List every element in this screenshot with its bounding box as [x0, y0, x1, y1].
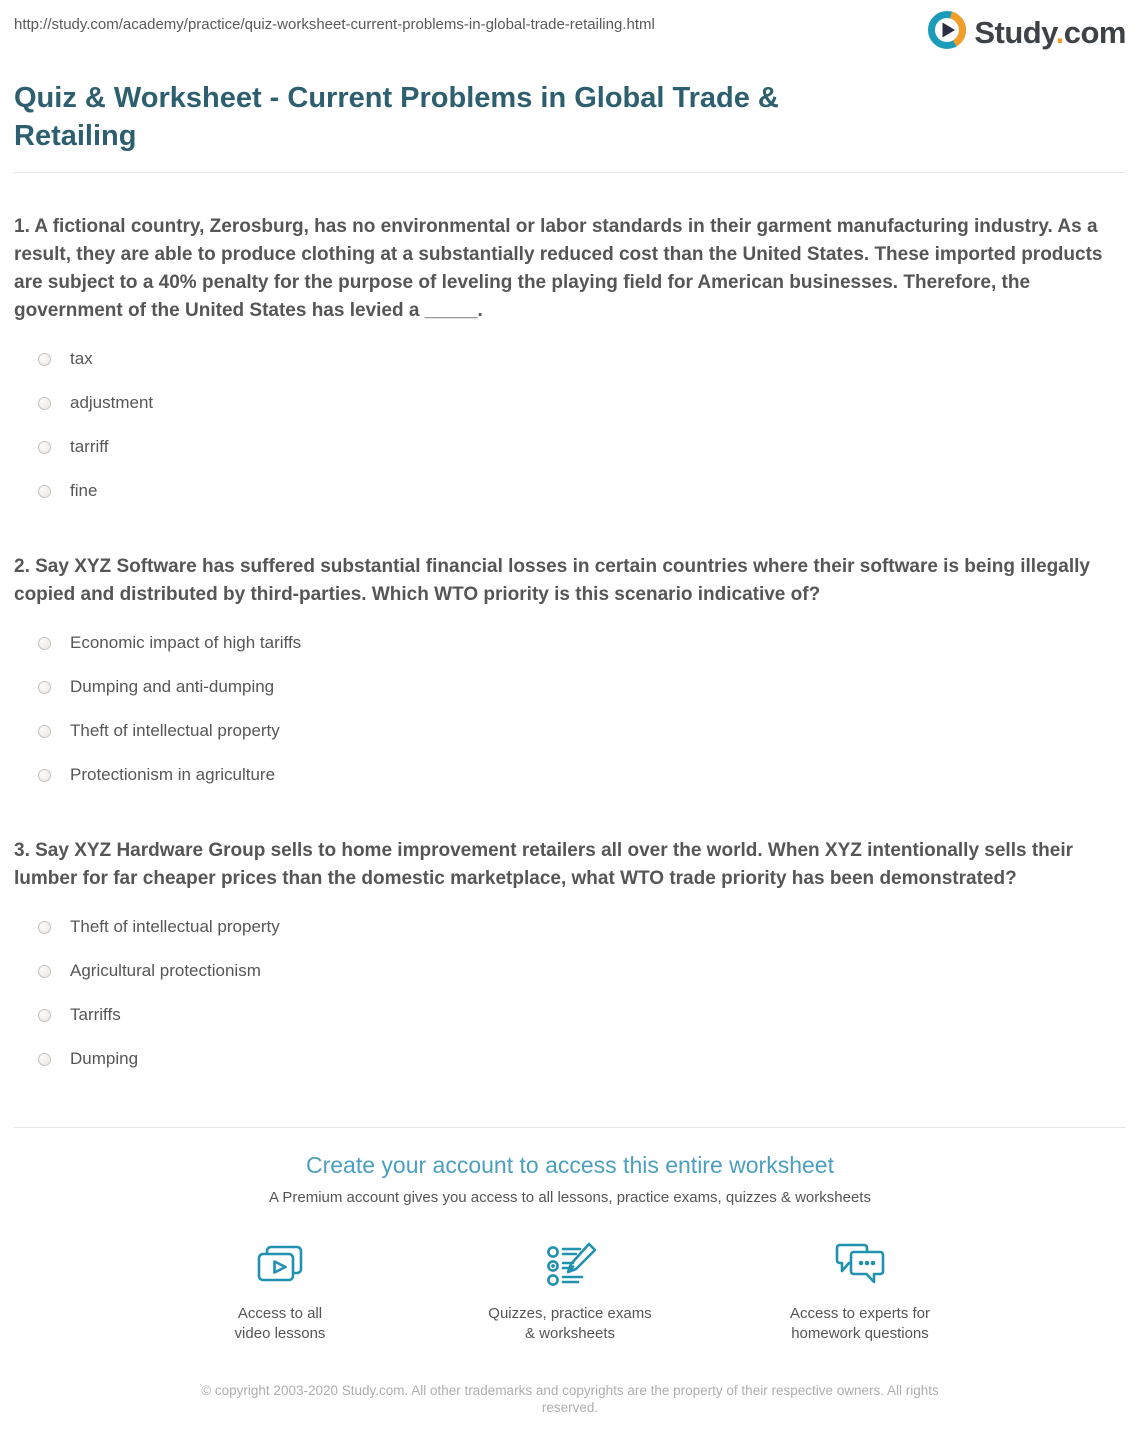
quizzes-worksheets-icon: [541, 1238, 599, 1296]
option-label: Theft of intellectual property: [70, 917, 280, 936]
studycom-play-circle-icon: [927, 10, 967, 55]
option-label: tarriff: [70, 437, 109, 456]
premium-subheading: A Premium account gives you access to all lessons, practice exams, quizzes & worksheets: [269, 1189, 871, 1206]
radio-button[interactable]: [38, 965, 51, 978]
studycom-logo[interactable]: [927, 10, 1126, 55]
radio-button[interactable]: [38, 1009, 51, 1022]
radio-button[interactable]: [38, 441, 51, 454]
feature-homework-experts: [751, 1238, 969, 1344]
option-label: fine: [70, 481, 98, 500]
experts-chat-icon: [831, 1238, 889, 1296]
option-row[interactable]: [14, 905, 1126, 949]
feature-label: Quizzes, practice exams & worksheets: [488, 1305, 652, 1342]
feature-label: Access to experts for homework questions: [789, 1305, 931, 1342]
radio-button[interactable]: [38, 637, 51, 650]
option-row[interactable]: [14, 949, 1126, 993]
option-row[interactable]: [14, 665, 1126, 709]
page-title: Quiz & Worksheet - Current Problems in Global Trade & Retailing: [14, 82, 779, 152]
copyright-text: © copyright 2003-2020 Study.com. All other trademarks and copyrights are the property of their respective owners. All rights reserved.: [201, 1383, 939, 1415]
logo-dot: .: [1055, 14, 1064, 50]
page-url: http://study.com/academy/practice/quiz-worksheet-current-problems-in-global-trade-retailing.html: [14, 16, 655, 33]
question-1-text: 1. A fictional country, Zerosburg, has no environmental or labor standards in their garment manufacturing industry. As a result, they are able to produce clothing at a substantially reduced cost than the United States. These imported products are subject to a 40% penalty for the purpose of leveling the playing field for American businesses. Therefore, the government of the United States has levied a _____.: [14, 216, 1103, 321]
question-1: [14, 213, 1126, 513]
option-label: Theft of intellectual property: [70, 721, 280, 740]
option-row[interactable]: [14, 469, 1126, 513]
option-label: Protectionism in agriculture: [70, 765, 276, 784]
option-label: Dumping: [70, 1049, 139, 1068]
radio-button[interactable]: [38, 921, 51, 934]
option-row[interactable]: [14, 993, 1126, 1037]
option-row[interactable]: [14, 709, 1126, 753]
question-1-options: [14, 337, 1126, 513]
page-header: [14, 0, 1126, 55]
question-3-options: [14, 905, 1126, 1081]
option-row[interactable]: [14, 753, 1126, 797]
option-label: Agricultural protectionism: [70, 961, 261, 980]
create-account-link[interactable]: Create your account to access this entire worksheet: [306, 1152, 834, 1178]
option-row[interactable]: [14, 337, 1126, 381]
question-2: [14, 553, 1126, 797]
option-label: Economic impact of high tariffs: [70, 633, 302, 652]
feature-quizzes-worksheets: [461, 1238, 679, 1344]
option-label: adjustment: [70, 393, 154, 412]
logo-wordmark: Study.com: [974, 14, 1126, 50]
question-3: [14, 837, 1126, 1081]
radio-button[interactable]: [38, 353, 51, 366]
option-label: Dumping and anti-dumping: [70, 677, 275, 696]
question-2-text: 2. Say XYZ Software has suffered substantial financial losses in certain countries where their software is being illegally copied and distributed by third-parties. Which WTO priority is this scenario indicative of?: [14, 556, 1090, 605]
video-lessons-icon: [253, 1238, 307, 1296]
radio-button[interactable]: [38, 485, 51, 498]
question-2-options: [14, 621, 1126, 797]
option-row[interactable]: [14, 1037, 1126, 1081]
radio-button[interactable]: [38, 397, 51, 410]
radio-button[interactable]: [38, 725, 51, 738]
feature-video-lessons: [171, 1238, 389, 1344]
radio-button[interactable]: [38, 769, 51, 782]
radio-button[interactable]: [38, 1053, 51, 1066]
option-row[interactable]: [14, 621, 1126, 665]
question-3-text: 3. Say XYZ Hardware Group sells to home improvement retailers all over the world. When XYZ intentionally sells their lumber for far cheaper prices than the domestic marketplace, what WTO trade priority has been demonstrated?: [14, 840, 1074, 889]
footer-divider: [14, 1127, 1126, 1128]
option-row[interactable]: [14, 381, 1126, 425]
feature-label: Access to all video lessons: [234, 1305, 326, 1342]
feature-list: [14, 1238, 1126, 1344]
option-label: tax: [70, 349, 93, 368]
radio-button[interactable]: [38, 681, 51, 694]
option-label: Tarriffs: [70, 1005, 121, 1024]
option-row[interactable]: [14, 425, 1126, 469]
title-divider: [14, 172, 1126, 173]
